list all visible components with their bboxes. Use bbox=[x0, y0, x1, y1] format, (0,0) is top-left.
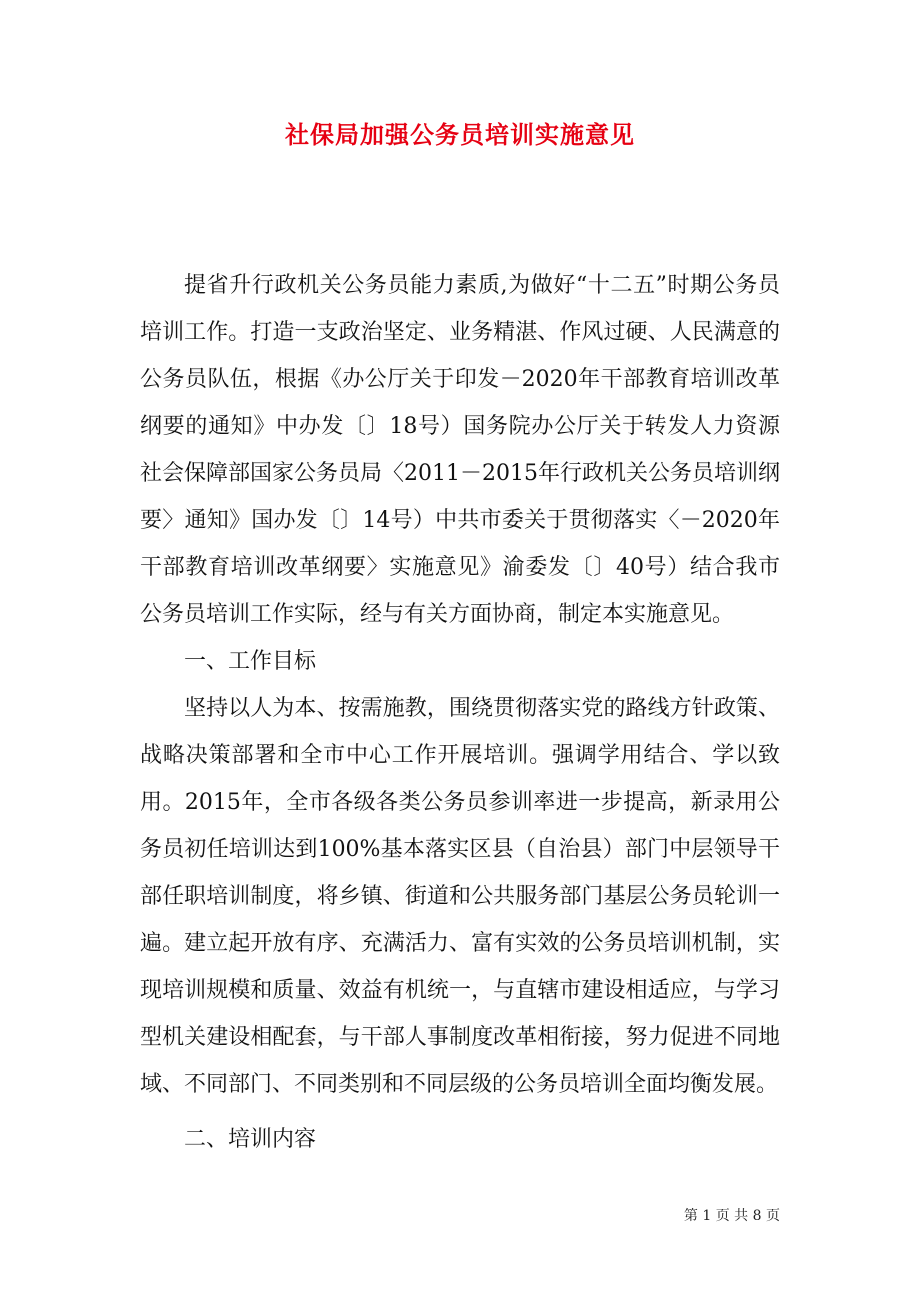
section-heading-content: 二、培训内容 bbox=[184, 1127, 317, 1152]
section-heading-goals: 一、工作目标 bbox=[184, 649, 317, 674]
paragraph-intro: 提省升行政机关公务员能力素质,为做好“十二五”时期公务员培训工作。打造一支政治坚定、业务精湛、作风过硬、人民满意的公务员队伍，根据《办公厅关于印发－2020年干部教育培训改革纲要的通知》中办发〔〕18号）国务院办公厅关于转发人力资源社会保障部国家公务员局〈2011－2015年行政机关公务员培训纲要〉通知》国办发〔〕14号）中共市委关于贯彻落实〈－2020年干部教育培训改革纲要〉实施意见》渝委发〔〕40号）结合我市公务员培训工作实际，经与有关方面协商，制定本实施意见。 bbox=[140, 273, 780, 627]
document-body bbox=[140, 262, 780, 1163]
paragraph-goals: 坚持以人为本、按需施教，围绕贯彻落实党的路线方针政策、战略决策部署和全市中心工作开展培训。强调学用结合、学以致用。2015年，全市各级各类公务员参训率进一步提高，新录用公务员初任培训达到100%基本落实区县（自治县）部门中层领导干部任职培训制度，将乡镇、街道和公共服务部门基层公务员轮训一遍。建立起开放有序、充满活力、富有实效的公务员培训机制，实现培训规模和质量、效益有机统一，与直辖市建设相适应，与学习型机关建设相配套，与干部人事制度改革相衔接，努力促进不同地域、不同部门、不同类别和不同层级的公务员培训全面均衡发展。 bbox=[140, 696, 780, 1097]
document-title: 社保局加强公务员培训实施意见 bbox=[285, 120, 635, 149]
page-number-footer: 第 1 页 共 8 页 bbox=[683, 1208, 780, 1224]
